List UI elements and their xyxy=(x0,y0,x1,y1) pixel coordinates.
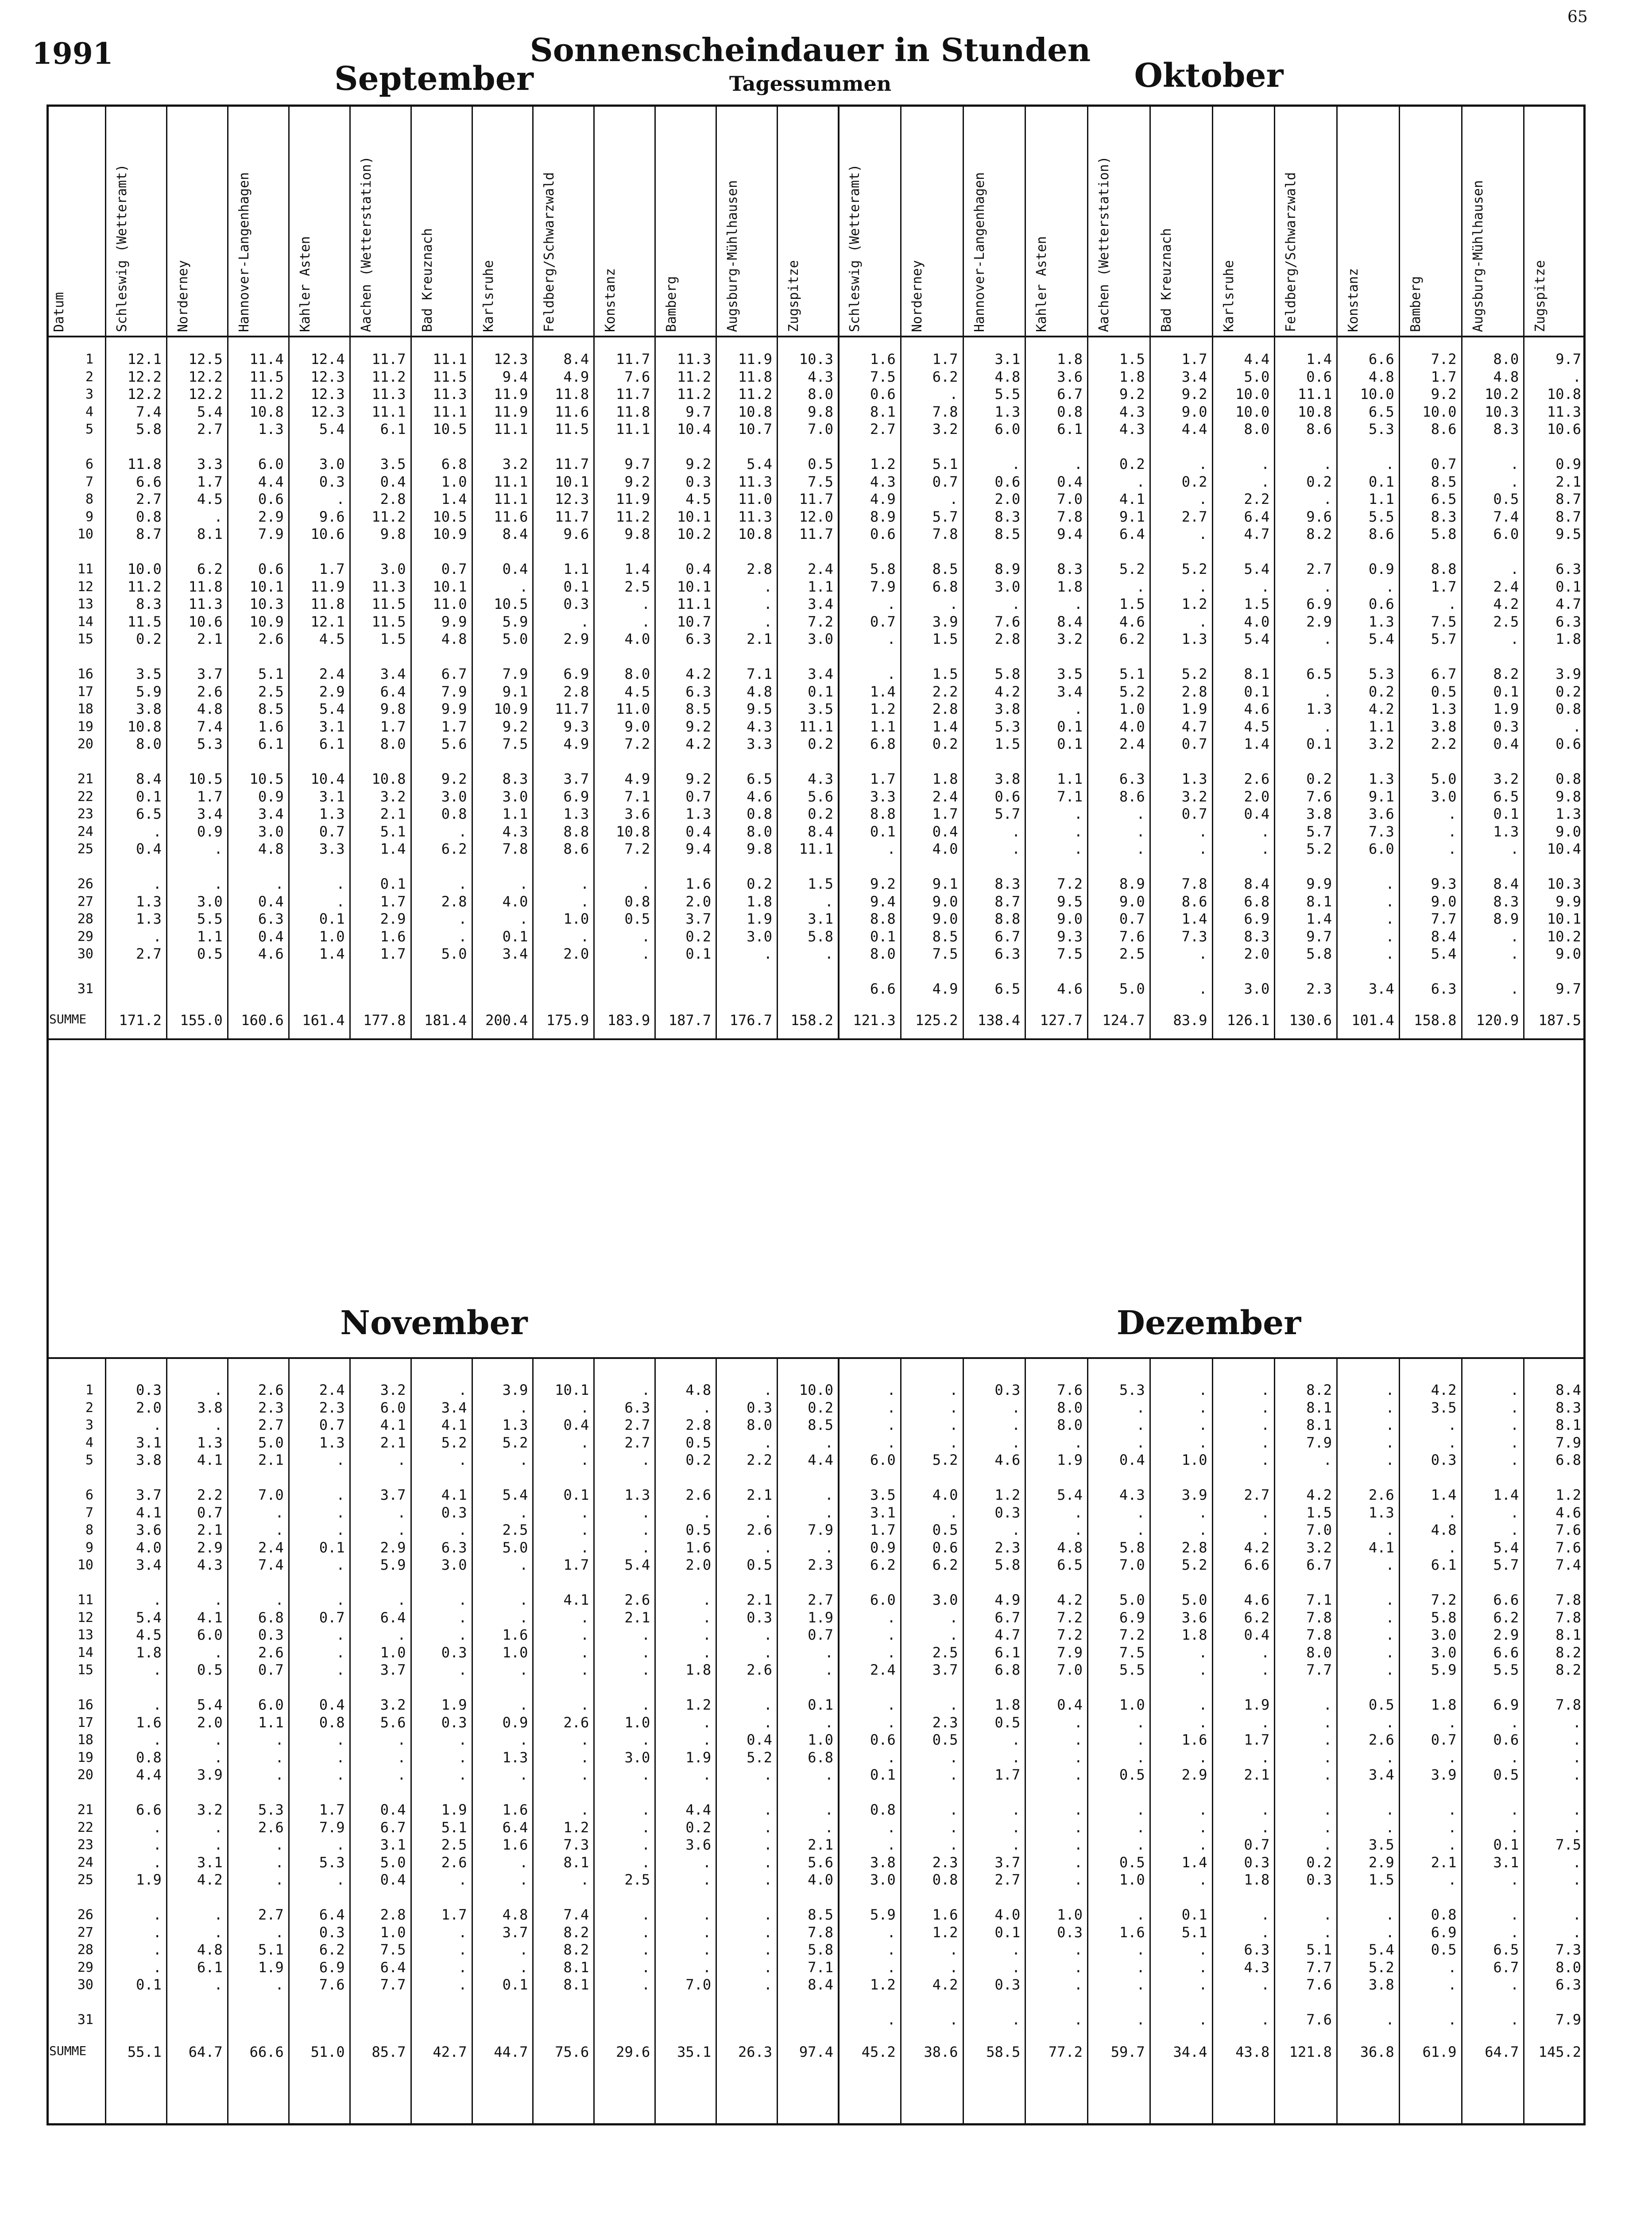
column-line xyxy=(1087,105,1088,1038)
station-month-total: 44.7 xyxy=(494,2044,528,2060)
station-month-total: 145.2 xyxy=(1538,2044,1581,2060)
station-month-total: 64.7 xyxy=(188,2044,223,2060)
column-line xyxy=(593,1357,595,2125)
station-header: Hannover-Langenhagen xyxy=(971,172,987,332)
station-month-total: 124.7 xyxy=(1102,1012,1145,1029)
station-day-values: . 3.4 4.1 5.2 . 4.1 0.3 . 6.3 3.0 . . . 0.3 . 1.9 0.3 . . . 1.9 5.1 2.5 2.6 . 1.7 . . . . xyxy=(441,1382,467,1993)
column-line xyxy=(1399,105,1400,1038)
station-day-values: 3.1 4.8 5.5 1.3 6.0 . 0.6 2.0 8.3 8.5 8.9 3.0 . 7.6 2.8 5.8 4.2 3.8 5.3 1.5 3.8 0.6 5.7 . . 8.3 8.7 8.8 6.7 6.3 6.5 xyxy=(994,351,1021,997)
station-month-total: 130.6 xyxy=(1289,1012,1332,1029)
column-line xyxy=(1025,1357,1026,2125)
station-day-values: 12.4 12.3 12.3 12.3 5.4 3.0 0.3 . 9.6 10.6 1.7 11.9 11.8 12.1 4.5 2.4 2.9 5.4 3.1 6.1 10.4 3.1 1.3 0.7 3.3 . . 0.1 1.0 1.4 xyxy=(310,351,345,962)
station-header: Zugspitze xyxy=(786,260,802,332)
page-number: 65 xyxy=(1567,8,1588,26)
station-header: Zugspitze xyxy=(1532,260,1548,332)
station-day-values: . . . . 6.0 3.5 3.1 1.7 0.9 6.2 6.0 . . . 2.4 . . 0.6 . 0.1 0.8 . . 3.8 3.0 5.9 . . . 1.2 . xyxy=(870,1382,896,2028)
column-line xyxy=(963,105,964,1038)
station-month-total: 187.5 xyxy=(1538,1012,1581,1029)
year-label: 1991 xyxy=(32,36,113,71)
column-line xyxy=(1523,105,1524,1038)
summe-label: SUMME xyxy=(49,1012,87,1026)
column-line xyxy=(410,1357,412,2125)
station-month-total: 61.9 xyxy=(1422,2044,1457,2060)
day-column-line xyxy=(105,1357,106,2125)
summe-label: SUMME xyxy=(49,2044,87,2058)
station-month-total: 64.7 xyxy=(1485,2044,1519,2060)
station-month-total: 77.2 xyxy=(1048,2044,1083,2060)
station-day-values: 10.0 0.2 8.5 . 4.4 . . 7.9 . 2.3 2.7 1.9 0.7 . . 0.1 . 1.0 6.8 . . . 2.1 5.6 4.0 8.5 7.8 5.8 7.1 8.4 xyxy=(799,1382,833,1993)
column-line xyxy=(654,1357,656,2125)
station-day-values: 9.7 . 10.8 11.3 10.6 0.9 2.1 8.7 8.7 9.5 6.3 0.1 4.7 6.3 1.8 3.9 0.2 0.8 . 0.6 0.8 9.8 1.3 9.0 10.4 10.3 9.9 10.1 10.2 9.0 9.7 xyxy=(1547,351,1581,997)
station-day-values: 12.1 12.2 12.2 7.4 5.8 11.8 6.6 2.7 0.8 8.7 10.0 11.2 8.3 11.5 0.2 3.5 5.9 3.8 10.8 8.0 8.4 0.1 6.5 . 0.4 . 1.3 1.3 . 2.7 xyxy=(127,351,162,962)
month-label-november: November xyxy=(340,1304,528,1342)
station-header: Schleswig (Wetteramt) xyxy=(114,164,130,332)
station-header: Bamberg xyxy=(664,276,680,332)
month-label-september: September xyxy=(334,60,534,98)
station-day-values: 1.7 3.4 9.2 9.0 4.4 . 0.2 . 2.7 . 5.2 . 1.2 . 1.3 5.2 2.8 1.9 4.7 0.7 1.3 3.2 0.7 . . 7.8 8.6 1.4 7.3 . . xyxy=(1181,351,1207,997)
station-day-values: 12.5 12.2 12.2 5.4 2.7 3.3 1.7 4.5 . 8.1 6.2 11.8 11.3 10.6 2.1 3.7 2.6 4.8 7.4 5.3 10.5 1.7 3.4 0.9 . . 3.0 5.5 1.1 0.5 xyxy=(188,351,223,962)
month-label-oktober: Oktober xyxy=(1134,57,1284,95)
station-month-total: 161.4 xyxy=(302,1012,345,1029)
header-bottom-line xyxy=(46,336,1586,337)
day-column-line xyxy=(105,105,106,1038)
station-day-values: 1.7 6.2 . 7.8 3.2 5.1 0.7 . 5.7 7.8 8.5 6.8 . 3.9 1.5 1.5 2.2 2.8 1.4 0.2 1.8 2.4 1.7 0.4 4.0 9.1 9.0 9.0 8.5 7.5 4.9 xyxy=(932,351,958,997)
station-header: Feldberg/Schwarzwald xyxy=(1283,172,1299,332)
station-day-values: 7.6 8.0 8.0 . 1.9 5.4 . . 4.8 6.5 4.2 7.2 7.2 7.9 7.0 0.4 . . . . . . . . . 1.0 0.3 . . . . xyxy=(1057,1382,1083,2028)
station-month-total: 34.4 xyxy=(1173,2044,1207,2060)
station-header: Kahler Asten xyxy=(1034,236,1050,332)
station-header: Aachen (Wetterstation) xyxy=(358,156,374,332)
station-day-values: 11.7 7.6 11.7 11.8 11.1 9.7 9.2 11.9 11.2 9.8 1.4 2.5 . . 4.0 8.0 4.5 11.0 9.0 7.2 4.9 7.1 3.6 10.8 7.2 . 0.8 0.5 . . xyxy=(616,351,650,962)
station-day-values: 2.6 2.3 2.7 5.0 2.1 7.0 . . 2.4 7.4 . 6.8 0.3 2.6 0.7 6.0 1.1 . . . 5.3 2.6 . . . 2.7 . 5.1 1.9 . xyxy=(258,1382,284,1993)
column-line xyxy=(1461,1357,1462,2125)
station-month-total: 26.3 xyxy=(738,2044,773,2060)
lower-table-top-line xyxy=(46,1357,1586,1359)
column-line xyxy=(1274,105,1275,1038)
station-header: Karlsruhe xyxy=(480,260,496,332)
station-month-total: 127.7 xyxy=(1040,1012,1083,1029)
station-header: Feldberg/Schwarzwald xyxy=(542,172,557,332)
column-line xyxy=(166,1357,167,2125)
column-line xyxy=(654,105,656,1038)
station-day-values: 4.2 3.5 . . 0.3 1.4 . 4.8 . 6.1 7.2 5.8 3.0 3.0 5.9 1.8 . 0.7 . 3.9 . . . 2.1 . 0.8 6.9 0.5 . . . xyxy=(1431,1382,1457,2028)
column-line xyxy=(1025,105,1026,1038)
station-month-total: 187.7 xyxy=(668,1012,712,1029)
station-day-values: 7.2 1.7 9.2 10.0 8.6 0.7 8.5 6.5 8.3 5.8 8.8 1.7 . 7.5 5.7 6.7 0.5 1.3 3.8 2.2 5.0 3.0 . . . 9.3 9.0 7.7 8.4 5.4 6.3 xyxy=(1422,351,1457,997)
station-month-total: 101.4 xyxy=(1351,1012,1394,1029)
datum-header: Datum xyxy=(51,292,67,332)
station-month-total: 126.1 xyxy=(1226,1012,1270,1029)
station-month-total: 158.8 xyxy=(1414,1012,1457,1029)
column-line xyxy=(410,105,412,1038)
station-day-values: 3.9 . 1.3 5.2 . 5.4 . 2.5 5.0 . . . 1.6 1.0 . . 0.9 . 1.3 . 1.6 6.4 1.6 . . 4.8 3.7 . . 0.1 xyxy=(502,1382,528,1993)
station-month-total: 45.2 xyxy=(861,2044,896,2060)
upper-table-bottom-line xyxy=(46,1038,1586,1040)
station-month-total: 121.3 xyxy=(853,1012,896,1029)
column-line xyxy=(777,1357,778,2125)
station-day-values: . . . . . 1.4 . . 5.4 5.7 6.6 6.2 2.9 6.6 5.5 6.9 . 0.6 . 0.5 . . 0.1 3.1 . . . 6.5 6.7 . . xyxy=(1493,1382,1519,2028)
station-day-values: . 0.3 8.0 . 2.2 2.1 . 2.6 . 0.5 2.1 0.3 . . 2.6 . . 0.4 5.2 . . . . . . . . . . . xyxy=(747,1382,773,1993)
station-day-values: 1.4 0.6 11.1 10.8 8.6 . 0.2 . 9.6 8.2 2.7 . 6.9 2.9 . 6.5 . 1.3 . 0.1 0.2 7.6 3.8 5.7 5.2 9.9 8.1 1.4 9.7 5.8 2.3 xyxy=(1297,351,1332,997)
column-line xyxy=(532,1357,534,2125)
column-line xyxy=(227,105,228,1038)
station-header: Bad Kreuznach xyxy=(419,228,435,332)
station-month-total: 200.4 xyxy=(485,1012,528,1029)
column-line xyxy=(777,105,778,1038)
station-header: Norderney xyxy=(909,260,925,332)
column-line xyxy=(900,105,901,1038)
station-day-values: 1.6 7.5 0.6 8.1 2.7 1.2 4.3 4.9 8.9 0.6 5.8 7.9 . 0.7 . . 1.4 1.2 1.1 6.8 1.7 3.3 8.8 0.1 . 9.2 9.4 8.8 0.1 8.0 6.6 xyxy=(870,351,896,997)
column-line xyxy=(593,105,595,1038)
station-month-total: 42.7 xyxy=(433,2044,467,2060)
station-header: Norderney xyxy=(175,260,191,332)
column-line xyxy=(1523,1357,1524,2125)
column-line xyxy=(1461,105,1462,1038)
station-header: Hannover-Langenhagen xyxy=(236,172,252,332)
station-header: Kahler Asten xyxy=(297,236,313,332)
station-day-values: 4.4 5.0 10.0 10.0 8.0 . . 2.2 6.4 4.7 5.4 . 1.5 4.0 5.4 8.1 0.1 4.6 4.5 1.4 2.6 2.0 0.4 . . 8.4 6.8 6.9 8.3 2.0 3.0 xyxy=(1235,351,1270,997)
station-day-values: 8.2 8.1 8.1 7.9 . 4.2 1.5 7.0 3.2 6.7 7.1 7.8 7.8 8.0 7.7 . . . . . . . . 0.2 0.3 . . 5.1 7.7 7.6 7.6 xyxy=(1306,1382,1332,2028)
station-month-total: 177.8 xyxy=(363,1012,406,1029)
column-line xyxy=(532,105,534,1038)
station-header: Schleswig (Wetteramt) xyxy=(847,164,863,332)
column-line xyxy=(166,105,167,1038)
station-month-total: 176.7 xyxy=(729,1012,773,1029)
station-month-total: 160.6 xyxy=(241,1012,284,1029)
station-month-total: 38.6 xyxy=(924,2044,958,2060)
station-day-values: 11.1 11.5 11.3 11.1 10.5 6.8 1.0 1.4 10.5 10.9 0.7 10.1 11.0 9.9 4.8 6.7 7.9 9.9 1.7 5.6 9.2 3.0 0.8 . 6.2 . 2.8 . . 5.0 xyxy=(433,351,467,962)
station-day-values: 3.2 6.0 4.1 2.1 . 3.7 . . 2.9 5.9 . 6.4 . 1.0 3.7 3.2 5.6 . . . 0.4 6.7 3.1 5.0 0.4 2.8 1.0 7.5 6.4 7.7 xyxy=(380,1382,406,1993)
station-day-values: 11.9 11.8 11.2 10.8 10.7 5.4 11.3 11.0 11.3 10.8 2.8 . . . 2.1 7.1 4.8 9.5 4.3 3.3 6.5 4.6 0.8 8.0 9.8 0.2 1.8 1.9 3.0 . xyxy=(738,351,773,962)
station-month-total: 125.2 xyxy=(915,1012,958,1029)
station-month-total: 175.9 xyxy=(546,1012,589,1029)
station-header: Konstanz xyxy=(603,268,619,332)
station-month-total: 55.1 xyxy=(127,2044,162,2060)
station-day-values: 6.6 4.8 10.0 6.5 5.3 . 0.1 1.1 5.5 8.6 0.9 . 0.6 1.3 5.4 5.3 0.2 4.2 1.1 3.2 1.3 9.1 3.6 7.3 6.0 . . . . . 3.4 xyxy=(1360,351,1394,997)
day-numbers: 1 2 3 4 5 6 7 8 9 10 11 12 13 14 15 16 17 18 19 20 21 22 23 24 25 26 27 28 29 30 31 xyxy=(77,1382,93,2028)
station-day-values: 11.7 11.2 11.3 11.1 6.1 3.5 0.4 2.8 11.2 9.8 3.0 11.3 11.5 11.5 1.5 3.4 6.4 9.8 1.7 8.0 10.8 3.2 2.1 5.1 1.4 0.1 1.7 2.9 1.6 1.7 xyxy=(371,351,406,962)
station-header: Augsburg-Mühlhausen xyxy=(725,180,741,332)
day-numbers: 1 2 3 4 5 6 7 8 9 10 11 12 13 14 15 16 17 18 19 20 21 22 23 24 25 26 27 28 29 30 31 xyxy=(77,352,93,997)
column-line xyxy=(1212,105,1213,1038)
column-line xyxy=(288,1357,290,2125)
station-month-total: 85.7 xyxy=(371,2044,406,2060)
column-line xyxy=(1399,1357,1400,2125)
column-line xyxy=(227,1357,228,2125)
station-day-values: 1.5 1.8 9.2 4.3 4.3 0.2 . 4.1 9.1 6.4 5.2 . 1.5 4.6 6.2 5.1 5.2 1.0 4.0 2.4 6.3 8.6 . . . 8.9 9.0 0.7 7.6 2.5 5.0 xyxy=(1119,351,1145,997)
station-month-total: 120.9 xyxy=(1476,1012,1519,1029)
column-line xyxy=(716,105,717,1038)
station-day-values: 10.3 4.3 8.0 9.8 7.0 0.5 7.5 11.7 12.0 11.7 2.4 1.1 3.4 7.2 3.0 3.4 0.1 3.5 11.1 0.2 4.3 5.6 0.2 8.4 11.1 1.5 . 3.1 5.8 . xyxy=(799,351,833,962)
page-title: Sonnenscheindauer in Stunden xyxy=(530,31,1091,69)
station-month-total: 58.5 xyxy=(986,2044,1021,2060)
station-day-values: . . . . . 2.6 1.3 . 4.1 . . . . . . 0.5 . 2.6 . 3.4 . . 3.5 2.9 1.5 . . 5.4 5.2 3.8 . xyxy=(1368,1382,1394,2028)
station-header: Konstanz xyxy=(1346,268,1361,332)
column-line xyxy=(1336,1357,1338,2125)
station-month-total: 121.8 xyxy=(1289,2044,1332,2060)
station-day-values: 12.3 9.4 11.9 11.9 11.1 3.2 11.1 11.1 11.6 8.4 0.4 . 10.5 5.9 5.0 7.9 9.1 10.9 9.2 7.5 8.3 3.0 1.1 4.3 7.8 . 4.0 . 0.1 3.4 xyxy=(494,351,528,962)
station-month-total: 59.7 xyxy=(1110,2044,1145,2060)
station-month-total: 183.9 xyxy=(607,1012,650,1029)
station-header: Bamberg xyxy=(1408,276,1424,332)
station-day-values: 8.4 8.3 8.1 7.9 6.8 1.2 4.6 7.6 7.6 7.4 7.8 7.8 8.1 8.2 8.2 7.8 . . . . . . 7.5 . . . . 7.3 8.0 6.3 7.9 xyxy=(1555,1382,1581,2028)
station-month-total: 51.0 xyxy=(310,2044,345,2060)
station-header: Bad Kreuznach xyxy=(1158,228,1174,332)
station-month-total: 75.6 xyxy=(555,2044,589,2060)
station-day-values: . . . . 1.0 3.9 . . 2.8 5.2 5.0 3.6 1.8 . . . . 1.6 . 2.9 . . . 1.4 . 0.1 5.1 . . . . xyxy=(1181,1382,1207,2028)
column-line xyxy=(349,1357,351,2125)
column-line xyxy=(1149,105,1151,1038)
station-month-total: 66.6 xyxy=(249,2044,284,2060)
station-day-values: 8.0 4.8 10.2 10.3 8.3 . . 0.5 7.4 6.0 . 2.4 4.2 2.5 . 8.2 0.1 1.9 0.3 0.4 3.2 6.5 0.1 1.3 . 8.4 8.3 8.9 . . . xyxy=(1485,351,1519,997)
station-day-values: . . . . . 2.7 . . 4.2 6.6 4.6 6.2 0.4 . . 1.9 . 1.7 . 2.1 . . 0.7 0.3 1.8 . . 6.3 4.3 . . xyxy=(1244,1382,1270,2028)
column-line xyxy=(1087,1357,1088,2125)
station-day-values: 2.4 2.3 0.7 1.3 . . . . 0.1 . . 0.7 . . . 0.4 0.8 . . . 1.7 7.9 . 5.3 . 6.4 0.3 6.2 6.9 7.6 xyxy=(319,1382,345,1993)
station-day-values: . 3.8 . 1.3 4.1 2.2 0.7 2.1 2.9 4.3 . 4.1 6.0 . 0.5 5.4 2.0 . . 3.9 3.2 . . 3.1 4.2 . . 4.8 6.1 . xyxy=(197,1382,223,1993)
station-month-total: 181.4 xyxy=(424,1012,467,1029)
station-month-total: 158.2 xyxy=(790,1012,833,1029)
column-line xyxy=(472,105,473,1038)
station-day-values: 11.3 11.2 11.2 9.7 10.4 9.2 0.3 4.5 10.1 10.2 0.4 10.1 11.1 10.7 6.3 4.2 6.3 8.5 9.2 4.2 9.2 0.7 1.3 0.4 9.4 1.6 2.0 3.7 0.2 0.1 xyxy=(677,351,712,962)
station-header: Aachen (Wetterstation) xyxy=(1096,156,1112,332)
station-month-total: 36.8 xyxy=(1360,2044,1394,2060)
column-line xyxy=(1212,1357,1213,2125)
column-line xyxy=(716,1357,717,2125)
column-line xyxy=(349,105,351,1038)
column-line xyxy=(963,1357,964,2125)
station-day-values: 10.1 . 0.4 . . 0.1 . . . 1.7 4.1 . . . . . 2.6 . . . . 1.2 7.3 8.1 . 7.4 8.2 8.2 8.1 8.1 xyxy=(555,1382,589,1993)
month-label-dezember: Dezember xyxy=(1116,1304,1301,1342)
column-line xyxy=(900,1357,901,2125)
station-month-total: 97.4 xyxy=(799,2044,833,2060)
column-line xyxy=(1336,105,1338,1038)
station-day-values: 4.8 . 2.8 0.5 0.2 2.6 . 0.5 1.6 2.0 . . . . 1.8 1.2 . . 1.9 . 4.4 0.2 3.6 . . . . . . 7.0 xyxy=(685,1382,712,1993)
station-month-total: 155.0 xyxy=(180,1012,223,1029)
station-header: Augsburg-Mühlhausen xyxy=(1470,180,1486,332)
station-day-values: 11.4 11.5 11.2 10.8 1.3 6.0 4.4 0.6 2.9 7.9 0.6 10.1 10.3 10.9 2.6 5.1 2.5 8.5 1.6 6.1 10.5 0.9 3.4 3.0 4.8 . 0.4 6.3 0.4 4.6 xyxy=(249,351,284,962)
page-subtitle: Tagessummen xyxy=(729,72,892,96)
column-line xyxy=(1274,1357,1275,2125)
column-line xyxy=(472,1357,473,2125)
column-line xyxy=(288,105,290,1038)
station-month-total: 171.2 xyxy=(119,1012,162,1029)
station-day-values: 0.3 . . . 4.6 1.2 0.3 . 2.3 5.8 4.9 6.7 4.7 6.1 6.8 1.8 0.5 . . 1.7 . . . 3.7 2.7 4.0 0.1 . . 0.3 . xyxy=(994,1382,1021,2028)
station-month-total: 35.1 xyxy=(677,2044,712,2060)
station-day-values: 1.8 3.6 6.7 0.8 6.1 . 0.4 7.0 7.8 9.4 8.3 1.8 . 8.4 3.2 3.5 3.4 . 0.1 0.1 1.1 7.1 . . . 7.2 9.5 9.0 9.3 7.5 4.6 xyxy=(1057,351,1083,997)
station-day-values: 8.4 4.9 11.8 11.6 11.5 11.7 10.1 12.3 11.7 9.6 1.1 0.1 0.3 . 2.9 6.9 2.8 11.7 9.3 4.9 3.7 6.9 1.3 8.8 8.6 . . 1.0 . 2.0 xyxy=(555,351,589,962)
station-month-total: 138.4 xyxy=(977,1012,1021,1029)
station-month-total: 29.6 xyxy=(616,2044,650,2060)
station-day-values: . 6.3 2.7 2.7 . 1.3 . . . 5.4 2.6 2.1 . . . . 1.0 . 3.0 . . . . . 2.5 . . . . . xyxy=(624,1382,650,1993)
station-day-values: 5.3 . . . 0.4 4.3 . . 5.8 7.0 5.0 6.9 7.2 7.5 5.5 1.0 . . . 0.5 . . . 0.5 1.0 . 1.6 . . . . xyxy=(1119,1382,1145,2028)
station-day-values: . . . . 5.2 4.0 . 0.5 0.6 6.2 3.0 . . 2.5 3.7 . 2.3 0.5 . . . . . 2.3 0.8 1.6 1.2 . . 4.2 . xyxy=(932,1382,958,2028)
column-line xyxy=(1149,1357,1151,2125)
station-day-values: 0.3 2.0 . 3.1 3.8 3.7 4.1 3.6 4.0 3.4 . 5.4 4.5 1.8 . . 1.6 . 0.8 4.4 6.6 . . . 1.9 . . . . 0.1 xyxy=(136,1382,162,1993)
station-header: Karlsruhe xyxy=(1221,260,1237,332)
station-month-total: 43.8 xyxy=(1235,2044,1270,2060)
station-month-total: 83.9 xyxy=(1173,1012,1207,1029)
